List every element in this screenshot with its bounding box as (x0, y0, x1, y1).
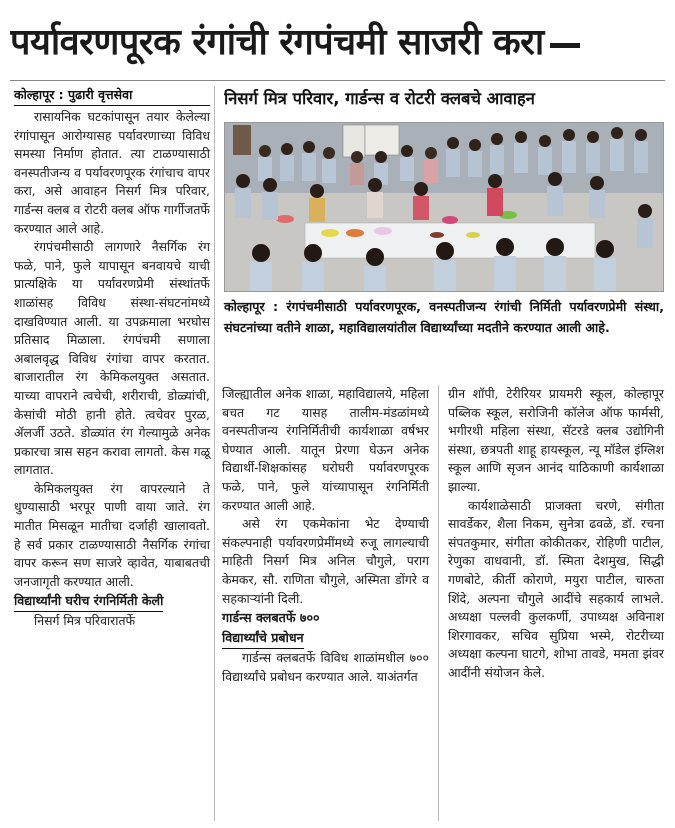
paragraph: गार्डन्स क्लबतर्फे विविध शाळांमधील ७०० विद्यार्थ्यांचे प्रबोधन करण्यात आले. याअंतर्गत (222, 650, 429, 684)
headline-dash (550, 43, 580, 48)
section-subhead: विद्यार्थ्यांचे प्रबोधन (222, 628, 304, 649)
paragraph: असे रंग एकमेकांना भेट देण्याची संकल्पनाही पर्यावरणप्रेमींमध्ये रुजू लागल्याची माहिती निसर्ग मित्र अनिल चौगुले, पराग केमकर, सौ. राणिता चौगुले, अस्मिता डोंगरे व सहकाऱ्यांनी दिली. (222, 516, 429, 606)
article-subheadline: निसर्ग मित्र परिवार, गार्डन्स व रोटरी क्लबचे आवाहन (224, 89, 535, 108)
section-subhead: विद्यार्थ्यांनी घरीच रंगनिर्मिती केली (14, 591, 163, 612)
paragraph: रासायनिक घटकांपासून तयार केलेल्या रंगांपासून आरोग्यासह पर्यावरणाच्या विविध समस्या निर्माण होतात. त्या टाळण्यासाठी वनस्पतीजन्य व पर्यावरणपूरक रंगांचाच वापर करा, असे आवाहन निसर्ग मित्र परिवार, गार्डन्स क्लब व रोटरी क्लब ऑफ गार्गीजतर्फे करण्यात आले आहे. (14, 109, 210, 236)
top-rule (10, 80, 665, 81)
group-photo-illustration (225, 123, 664, 292)
paragraph: निसर्ग मित्र परिवारातर्फे (34, 613, 136, 629)
paragraph: ग्रीन शॉपी, टेरीरियर प्रायमरी स्कूल, कोल्हापूर पब्लिक स्कूल, सरोजिनी कॉलेज ऑफ फार्मसी, भगीरथी महिला संस्था, सॅटरडे क्लब उद्योगिनी संस्था, छत्रपती शाहू हायस्कूल, न्यू मॉडेल इंग्लिश स्कूल आणि सृजन आनंद याठिकाणी कार्यशाळा झाल्या. (448, 386, 664, 494)
dateline: कोल्हापूर : पुढारी वृत्तसेवा (14, 86, 210, 106)
column-divider-2 (438, 385, 439, 821)
paragraph: कार्यशाळेसाठी प्राजक्ता चरणे, संगीता सावर्डेकर, शैला निकम, सुनेत्रा ढवळे, डॉ. रचना संपतकुमार, संगीता कोकीतकर, रोहिणी पाटील, रेणुका वाधवानी, डॉ. स्मिता देशमुख, सिद्धी गणबोटे, कीर्ती कोराणे, मयुरा पाटील, चारुता शिंदे, अल्पना चौगुले आदींचे सहकार्य लाभले. अध्यक्षा पल्लवी कुलकर्णी, उपाध्यक्ष अविनाश शिरगावकर, सचिव सुप्रिया भस्मे, रोटरीच्या अध्यक्षा कल्पना घाटगे, शोभा तावडे, ममता झंवर आदींनी संयोजन केले. (448, 497, 664, 680)
paragraph: केमिकलयुक्त रंग वापरल्याने ते धुण्यासाठी भरपूर पाणी वाया जाते. रंग मातीत मिसळून मातीचा दर्जाही खालावतो. हे सर्व प्रकार टाळण्यासाठी नैसर्गिक रंगांचा वापर करून सण साजरे व्हावेत, याबाबतची जनजागृती करण्यात आली. (14, 480, 210, 589)
headline-text: पर्यावरणपूरक रंगांची रंगपंचमी साजरी करा (10, 21, 544, 63)
paragraph: रंगपंचमीसाठी लागणारे नैसर्गिक रंग फळे, पाने, फुले यापासून बनवायचे याची प्रात्यक्षिके या पर्यावरणप्रेमी संस्थांतर्फे शाळांसह विविध संस्था-संघटनांमध्ये दाखविण्यात आली. या उपक्रमाला भरघोस प्रतिसाद मिळाला. रंगपंचमी सणाला अबालवृद्ध विविध रंगांचा वापर करतात. बाजारातील रंग केमिकलयुक्त असतात. याच्या वापराने त्वचेची, शरीराची, डोळ्यांची, केसांची मोठी हानी होते. त्वचेवर पुरळ, ॲलर्जी उठते. डोळ्यांत रंग गेल्यामुळे अनेक प्रकारचा त्रास सहन करावा लागतो. केस गळू लागतात. (14, 239, 210, 478)
caption-lead: कोल्हापूर : (224, 299, 278, 314)
article-column-3 (448, 385, 664, 683)
article-column-1 (14, 108, 210, 631)
photo-caption (224, 296, 664, 338)
group-photo (224, 122, 664, 292)
column-divider-1 (214, 86, 215, 821)
section-subhead: गार्डन्स क्लबतर्फे ७०० (222, 610, 320, 626)
headline (10, 12, 670, 72)
caption-text: रंगपंचमीसाठी पर्यावरणपूरक, वनस्पतीजन्य रंगांची निर्मिती पर्यावरणप्रेमी संस्था, संघटनांच्या वतीने शाळा, महाविद्यालयांतील विद्यार्थ्यांच्या मदतीने करण्यात आली आहे. (224, 299, 664, 335)
article-column-2 (222, 385, 429, 686)
paragraph: जिल्ह्यातील अनेक शाळा, महाविद्यालये, महिला बचत गट यासह तालीम-मंडळांमध्ये वनस्पतीजन्य रंगनिर्मितीची कार्यशाळा वर्षभर घेण्यात आली. यातून प्रेरणा घेऊन अनेक विद्यार्थी-शिक्षकांसह घरोघरी पर्यावरणपूरक फळे, पाने, फुले यांच्यापासून रंगनिर्मिती करण्यात आली आहे. (222, 386, 429, 513)
